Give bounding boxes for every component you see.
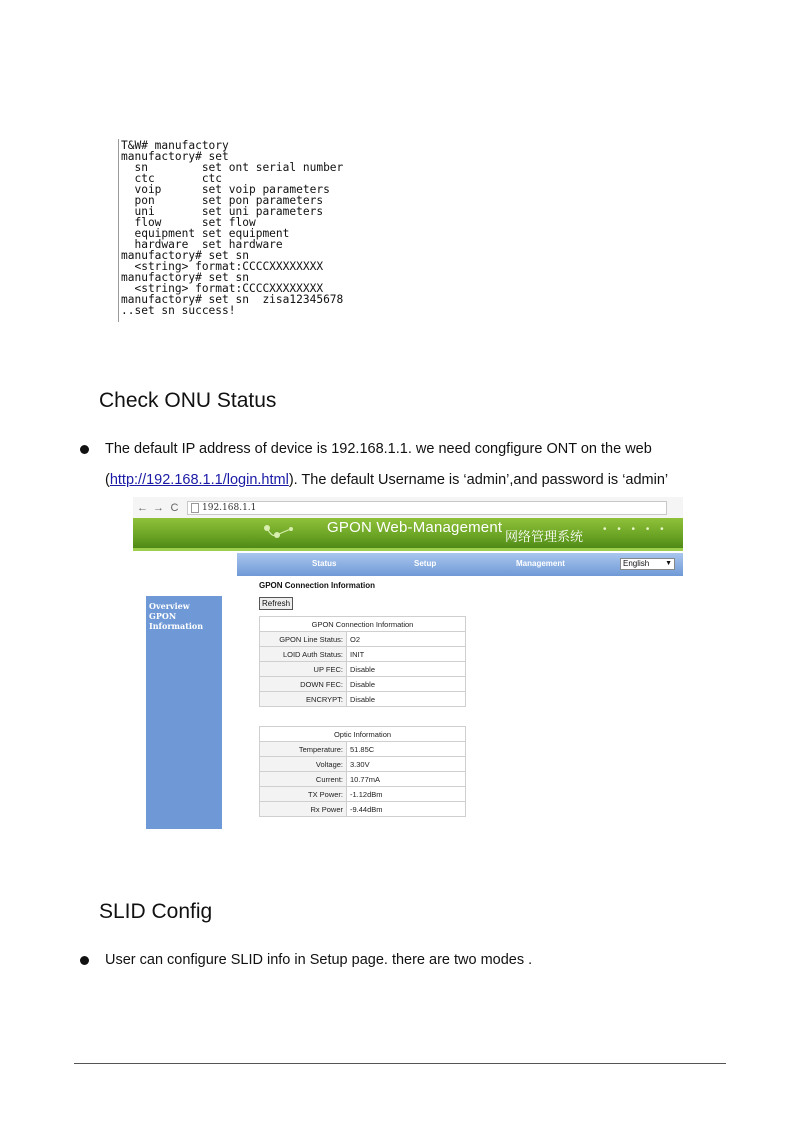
table-row xyxy=(260,742,466,757)
row-value: Disable xyxy=(347,692,466,707)
banner-chinese-title: 网络管理系统 xyxy=(505,529,584,544)
sidebar xyxy=(146,596,222,829)
table-row xyxy=(260,787,466,802)
browser-toolbar xyxy=(133,497,683,518)
table-row xyxy=(260,647,466,662)
row-label: UP FEC: xyxy=(260,662,347,677)
paragraph-slid-info: User can configure SLID info in Setup page. there are two modes . xyxy=(105,952,533,968)
row-label: ENCRYPT: xyxy=(260,692,347,707)
row-label: Rx Power xyxy=(260,802,347,817)
table-row xyxy=(260,772,466,787)
row-value: O2 xyxy=(347,632,466,647)
address-bar[interactable] xyxy=(187,501,667,515)
paragraph-login-info xyxy=(105,472,668,488)
table-row xyxy=(260,662,466,677)
connection-table xyxy=(259,616,466,707)
row-value: Disable xyxy=(347,662,466,677)
table-row xyxy=(260,677,466,692)
menu-setup[interactable]: Setup xyxy=(414,559,437,568)
header-banner xyxy=(133,518,683,548)
row-label: Temperature: xyxy=(260,742,347,757)
sidebar-item-overview[interactable]: Overview xyxy=(149,601,190,611)
table-row xyxy=(260,802,466,817)
address-bar-url: 192.168.1.1 xyxy=(202,502,257,513)
banner-divider xyxy=(133,548,683,551)
login-credentials-text: ). The default Username is ‘admin’,and password is ‘admin’ xyxy=(288,472,669,488)
menu-status[interactable]: Status xyxy=(312,559,337,568)
row-value: -1.12dBm xyxy=(347,787,466,802)
sidebar-item-gpon-information[interactable]: GPON Information xyxy=(149,611,204,631)
row-label: DOWN FEC: xyxy=(260,677,347,692)
optic-table xyxy=(259,726,466,817)
row-label: TX Power: xyxy=(260,787,347,802)
menu-management[interactable]: Management xyxy=(516,559,565,568)
open-paren: ( xyxy=(105,472,110,488)
row-value: Disable xyxy=(347,677,466,692)
row-value: -9.44dBm xyxy=(347,802,466,817)
forward-icon[interactable]: → xyxy=(153,501,164,514)
terminal-screenshot xyxy=(118,139,355,322)
top-menu xyxy=(237,553,683,576)
content-title: GPON Connection Information xyxy=(259,581,375,590)
optic-table-header: Optic Information xyxy=(260,727,466,742)
page-icon xyxy=(191,503,199,513)
banner-title: GPON Web-Management xyxy=(327,519,503,536)
login-link[interactable]: http://192.168.1.1/login.html xyxy=(109,472,289,488)
refresh-button[interactable]: Refresh xyxy=(259,597,293,610)
section-title-slid-config: SLID Config xyxy=(99,900,213,923)
banner-dots: • • • • • xyxy=(603,524,668,535)
row-value: 10.77mA xyxy=(347,772,466,787)
row-label: GPON Line Status: xyxy=(260,632,347,647)
row-value: INIT xyxy=(347,647,466,662)
reload-icon[interactable]: C xyxy=(170,501,179,514)
row-value: 3.30V xyxy=(347,757,466,772)
bullet-dot xyxy=(80,956,89,965)
table-row xyxy=(260,757,466,772)
connection-table-header: GPON Connection Information xyxy=(260,617,466,632)
logo-icon xyxy=(263,524,297,542)
row-value: 51.85C xyxy=(347,742,466,757)
footer-divider xyxy=(74,1063,726,1064)
language-select[interactable] xyxy=(620,558,675,570)
chevron-down-icon: ▼ xyxy=(665,560,672,567)
row-label: Current: xyxy=(260,772,347,787)
paragraph-default-ip: The default IP address of device is 192.168.1.1. we need congfigure ONT on the web xyxy=(105,441,652,457)
section-title-check-onu-status: Check ONU Status xyxy=(99,389,277,412)
row-label: Voltage: xyxy=(260,757,347,772)
bullet-dot xyxy=(80,445,89,454)
row-label: LOID Auth Status: xyxy=(260,647,347,662)
back-icon[interactable]: ← xyxy=(137,501,148,514)
table-row xyxy=(260,692,466,707)
language-value: English xyxy=(623,559,650,568)
browser-screenshot xyxy=(133,497,683,829)
table-row xyxy=(260,632,466,647)
terminal-output: T&W# manufactory manufactory# set sn set ont serial number ctc ctc voip set voip parameters pon set pon parameters uni set uni parameters flow set flow equipment set equipment hardware set hardware manufactory# set sn <string> format:CCCCXXXXXXXX manufactory# set sn <string> format:CCCCXXXXXXXX manufactory# set sn zisa12345678 ..set sn success! xyxy=(121,139,344,317)
